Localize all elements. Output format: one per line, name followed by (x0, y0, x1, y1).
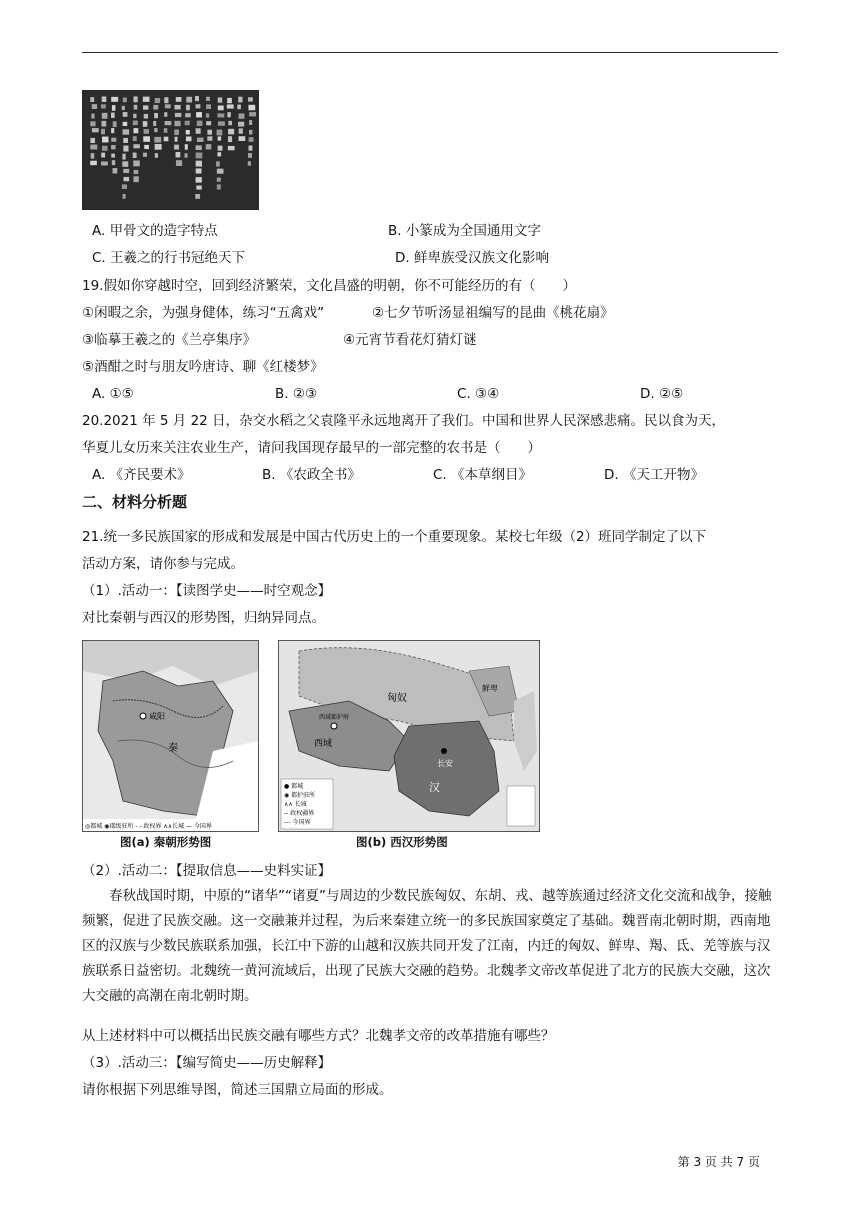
q21-line-2: 活动方案，请你参与完成。 (82, 556, 244, 572)
q19-item-1: ①闲暇之余，为强身健体，练习“五禽戏” (82, 305, 325, 321)
activity-1-title: （1）.活动一：【读图学史——时空观念】 (82, 583, 332, 599)
xiongnu-label: 匈奴 (387, 693, 407, 704)
q19-item-2: ②七夕节听汤显祖编写的昆曲《桃花扇》 (372, 305, 614, 321)
activity-2-question: 从上述材料中可以概括出民族交融有哪些方式？北魏孝文帝的改革措施有哪些？ (82, 1028, 555, 1044)
xiyu-label: 西域 (314, 739, 333, 749)
q19-option-d: D. ②⑤ (640, 386, 684, 402)
q19-option-b: B. ②③ (275, 386, 318, 402)
western-han-map (278, 640, 540, 832)
page-footer: 第 3 页 共 7 页 (677, 1155, 760, 1169)
han-label: 汉 (429, 781, 440, 794)
option-d: D. 鲜卑族受汉族文化影响 (395, 250, 549, 266)
option-c: C. 王羲之的行书冠绝天下 (92, 250, 246, 266)
activity-1-text: 对比秦朝与西汉的形势图，归纳异同点。 (82, 610, 325, 626)
han-legend-2: ∧∧ 长城 (284, 801, 307, 808)
q19-stem: 19.假如你穿越时空，回到经济繁荣，文化昌盛的明朝，你不可能经历的有（ ） (82, 278, 576, 294)
q19-option-c: C. ③④ (457, 386, 500, 402)
q19-item-5: ⑤酒酣之时与朋友吟唐诗、聊《红楼梦》 (82, 359, 324, 375)
han-map-caption: 图(b) 西汉形势图 (356, 835, 448, 849)
q20-option-a: A. 《齐民要术》 (92, 467, 191, 483)
q20-option-d: D. 《天工开物》 (604, 467, 704, 483)
q20-option-c: C. 《本草纲目》 (433, 467, 533, 483)
han-legend-4: --- 今国界 (284, 819, 311, 826)
activity-2-passage: 春秋战国时期，中原的“诸华”“诸夏”与周边的少数民族匈奴、东胡、戎、越等族通过经济文化交流和战争，接触频繁，促进了民族交融。这一交融兼并过程，为后来秦建立统一的多民族国家奠定了基础。魏晋南北朝时期，西南地区的汉族与少数民族联系加强，长江中下游的山越和汉族共同开发了江南，内迁的匈奴、鲜卑、羯、氐、羌等族与汉族联系日益密切。北魏统一黄河流域后，出现了民族大交融的趋势。北魏孝文帝改革促进了北方的民族大交融，这次大交融的高潮在南北朝时期。 (82, 888, 772, 1004)
han-legend-3: -- 政权疆界 (284, 810, 315, 817)
activity-3-title: （3）.活动三：【编写简史——历史解释】 (82, 1055, 332, 1071)
option-a: A. 甲骨文的造字特点 (92, 223, 218, 239)
activity-2-title: （2）.活动二：【提取信息——史料实证】 (82, 863, 332, 879)
han-legend-1: ◉ 都护驻所 (284, 792, 316, 799)
q19-item-3: ③临摹王羲之的《兰亭集序》 (82, 332, 257, 348)
xianbei-label: 鲜卑 (482, 684, 498, 693)
q20-option-b: B. 《农政全书》 (262, 467, 361, 483)
qin-region-label: 秦 (168, 743, 178, 754)
qin-map-caption: 图(a) 秦朝形势图 (120, 835, 212, 849)
section-2-heading: 二、材料分析题 (82, 493, 188, 511)
option-b: B. 小篆成为全国通用文字 (388, 223, 541, 239)
duhu-label: 西域都护府 (319, 714, 350, 721)
q20-line-1: 20.2021 年 5 月 22 日，杂交水稻之父袁隆平永远地离开了我们。中国和世界人民深感悲痛。民以食为天， (82, 413, 726, 429)
q21-line-1: 21.统一多民族国家的形成和发展是中国古代历史上的一个重要现象。某校七年级（2）班同学制定了以下 (82, 529, 707, 545)
activity-3-text: 请你根据下列思维导图，简述三国鼎立局面的形成。 (82, 1082, 393, 1098)
qin-capital-label: 咸阳 (149, 712, 165, 721)
q19-item-4: ④元宵节看花灯猜灯谜 (343, 332, 477, 348)
changan-label: 长安 (437, 759, 453, 768)
q19-option-a: A. ①⑤ (92, 386, 134, 402)
qin-map-legend: ◎都城 ◉郡级驻所 - - 政权界 ∧∧长城 — 今国界 (85, 823, 212, 830)
qin-dynasty-map (82, 640, 259, 832)
q20-line-2: 华夏儿女历来关注农业生产，请问我国现存最早的一部完整的农书是（ ） (82, 440, 541, 456)
han-legend-0: ● 都城 (284, 783, 304, 790)
header-rule (82, 52, 778, 53)
calligraphy-rubbing-image (82, 90, 259, 210)
